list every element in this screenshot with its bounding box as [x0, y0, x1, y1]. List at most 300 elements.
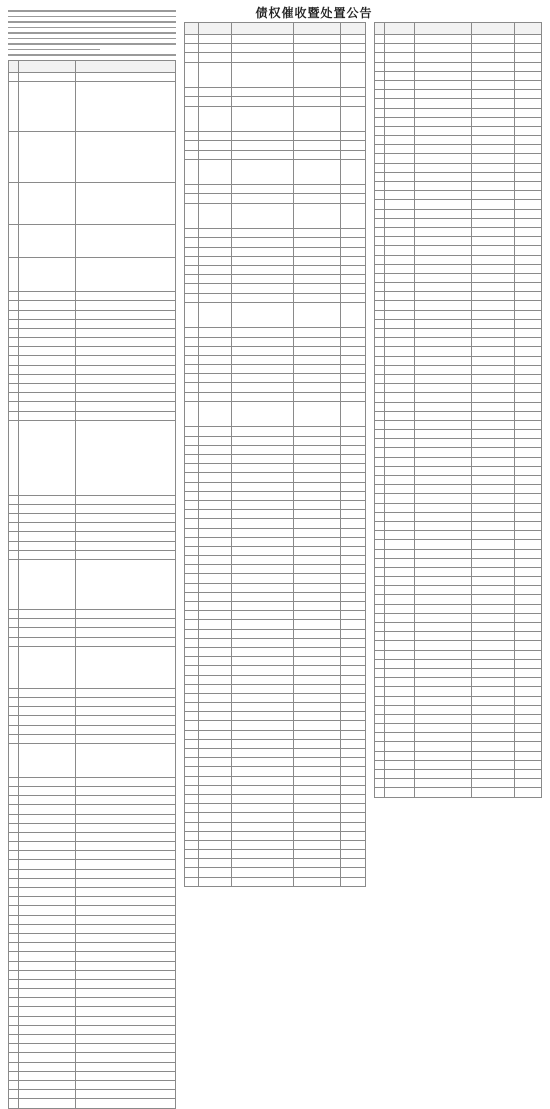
table-cell [199, 850, 232, 859]
table-cell [293, 392, 340, 401]
table-row [375, 310, 542, 319]
table-cell [293, 482, 340, 491]
table-cell [385, 641, 415, 650]
table-cell [415, 374, 472, 383]
table-cell [185, 675, 199, 684]
table-cell [415, 430, 472, 439]
table-row [185, 256, 366, 265]
table-cell [9, 915, 19, 924]
table-cell [375, 273, 385, 282]
table-cell [9, 1016, 19, 1025]
table-cell [415, 53, 472, 62]
table-cell [9, 132, 19, 182]
table-cell [515, 154, 542, 163]
table-cell [515, 71, 542, 80]
table-cell [293, 185, 340, 194]
table-cell [471, 80, 514, 89]
table-cell [515, 476, 542, 485]
table-cell [293, 302, 340, 328]
table-cell [9, 182, 19, 224]
table-row [375, 531, 542, 540]
table-cell [515, 218, 542, 227]
table-cell [199, 346, 232, 355]
table-cell [385, 567, 415, 576]
table-cell [185, 328, 199, 337]
table-cell [199, 473, 232, 482]
table-cell [19, 504, 76, 513]
table-cell [75, 347, 175, 356]
table-cell [385, 586, 415, 595]
table-cell [232, 556, 294, 565]
table-cell [75, 1025, 175, 1034]
table-cell [75, 933, 175, 942]
table-row [375, 567, 542, 576]
table-cell [185, 229, 199, 238]
table-row [9, 688, 176, 697]
table-cell [385, 466, 415, 475]
table-row [185, 831, 366, 840]
table-cell [185, 611, 199, 620]
table-cell [415, 329, 472, 338]
table-cell [232, 401, 294, 427]
table-cell [19, 532, 76, 541]
table-row [375, 108, 542, 117]
table-row [9, 420, 176, 495]
table-cell [19, 384, 76, 393]
table-row [9, 646, 176, 688]
table-cell [515, 200, 542, 209]
table-cell [471, 338, 514, 347]
table-cell [293, 275, 340, 284]
table-cell [293, 346, 340, 355]
table-row [9, 619, 176, 628]
table-cell [515, 696, 542, 705]
table-header-cell [199, 23, 232, 35]
table-cell [375, 44, 385, 53]
table-row [9, 1080, 176, 1089]
table-cell [375, 347, 385, 356]
table-cell [385, 678, 415, 687]
table-row [185, 185, 366, 194]
table-row [185, 150, 366, 159]
table-row [185, 53, 366, 62]
table-row [185, 355, 366, 364]
table-header-row [185, 23, 366, 35]
table-cell [471, 191, 514, 200]
table-cell [293, 473, 340, 482]
table-cell [293, 537, 340, 546]
table-cell [199, 337, 232, 346]
table-cell [471, 172, 514, 181]
table-cell [340, 721, 365, 730]
table-cell [515, 760, 542, 769]
table-cell [385, 494, 415, 503]
table-row [9, 961, 176, 970]
table-cell [385, 650, 415, 659]
table-cell [75, 319, 175, 328]
table-cell [232, 35, 294, 44]
table-cell [19, 924, 76, 933]
table-cell [232, 238, 294, 247]
table-cell [340, 383, 365, 392]
table-cell [199, 159, 232, 185]
table-cell [340, 592, 365, 601]
table-cell [232, 445, 294, 454]
table-cell [471, 439, 514, 448]
table-cell [232, 150, 294, 159]
table-cell [340, 675, 365, 684]
table-cell [19, 132, 76, 182]
table-cell [199, 794, 232, 803]
table-cell [415, 145, 472, 154]
table-cell [9, 523, 19, 532]
table-cell [385, 577, 415, 586]
table-cell [9, 393, 19, 402]
table-cell [471, 218, 514, 227]
table-cell [9, 1025, 19, 1034]
table-cell [185, 284, 199, 293]
table-cell [385, 714, 415, 723]
table-row [185, 510, 366, 519]
table-cell [471, 558, 514, 567]
table-cell [9, 814, 19, 823]
table-cell [375, 760, 385, 769]
table-cell [415, 760, 472, 769]
table-row [375, 466, 542, 475]
table-cell [415, 476, 472, 485]
table-cell [515, 466, 542, 475]
table-cell [415, 283, 472, 292]
table-cell [9, 743, 19, 777]
table-cell [293, 35, 340, 44]
table-cell [385, 136, 415, 145]
table-row [9, 292, 176, 301]
table-cell [9, 906, 19, 915]
table-cell [185, 302, 199, 328]
table-cell [385, 733, 415, 742]
table-cell [19, 952, 76, 961]
table-cell [515, 301, 542, 310]
table-cell [415, 44, 472, 53]
table-cell [375, 402, 385, 411]
table-cell [9, 1062, 19, 1071]
table-cell [19, 258, 76, 292]
table-cell [19, 915, 76, 924]
table-cell [19, 1071, 76, 1080]
table-cell [185, 822, 199, 831]
table-row [9, 73, 176, 82]
table-row [375, 393, 542, 402]
table-cell [375, 696, 385, 705]
table-cell [293, 583, 340, 592]
table-cell [75, 842, 175, 851]
table-cell [293, 256, 340, 265]
table-row [9, 716, 176, 725]
table-cell [415, 71, 472, 80]
table-cell [415, 35, 472, 44]
table-cell [471, 466, 514, 475]
table-cell [9, 869, 19, 878]
table-cell [19, 832, 76, 841]
table-cell [293, 565, 340, 574]
table-cell [185, 739, 199, 748]
table-cell [415, 182, 472, 191]
table-cell [471, 374, 514, 383]
table-cell [515, 678, 542, 687]
table-cell [385, 80, 415, 89]
table-cell [375, 632, 385, 641]
table-row [375, 485, 542, 494]
table-cell [19, 796, 76, 805]
table-cell [471, 136, 514, 145]
table-cell [515, 788, 542, 797]
table-cell [340, 500, 365, 509]
table-cell [232, 464, 294, 473]
table-cell [385, 549, 415, 558]
table-cell [385, 310, 415, 319]
table-cell [293, 106, 340, 132]
table-cell [199, 831, 232, 840]
table-cell [471, 549, 514, 558]
table-cell [385, 356, 415, 365]
table-row [375, 503, 542, 512]
table-cell [471, 567, 514, 576]
table-cell [375, 356, 385, 365]
table-cell [515, 182, 542, 191]
table-cell [415, 724, 472, 733]
table-cell [185, 238, 199, 247]
table-cell [471, 687, 514, 696]
table-cell [232, 693, 294, 702]
table-cell [375, 439, 385, 448]
table-cell [75, 73, 175, 82]
table-cell [415, 696, 472, 705]
table-cell [232, 684, 294, 693]
table-cell [185, 703, 199, 712]
table-cell [75, 1053, 175, 1062]
table-cell [199, 229, 232, 238]
table-cell [375, 521, 385, 530]
table-cell [185, 266, 199, 275]
table-cell [293, 675, 340, 684]
table-cell [471, 329, 514, 338]
table-cell [340, 813, 365, 822]
table-cell [415, 751, 472, 760]
table-cell [75, 258, 175, 292]
table-cell [293, 328, 340, 337]
table-cell [19, 869, 76, 878]
table-cell [340, 712, 365, 721]
table-cell [75, 504, 175, 513]
table-row [375, 227, 542, 236]
table-cell [185, 203, 199, 229]
table-cell [471, 227, 514, 236]
table-cell [185, 500, 199, 509]
table-row [375, 117, 542, 126]
table-cell [471, 577, 514, 586]
table-cell [385, 191, 415, 200]
table-cell [185, 293, 199, 302]
table-cell [232, 592, 294, 601]
table-cell [75, 860, 175, 869]
table-cell [415, 779, 472, 788]
table-cell [375, 172, 385, 181]
table-row [375, 742, 542, 751]
table-cell [415, 319, 472, 328]
table-row [375, 44, 542, 53]
table-cell [515, 430, 542, 439]
table-cell [340, 510, 365, 519]
table-cell [75, 924, 175, 933]
table-cell [375, 687, 385, 696]
table-row [375, 540, 542, 549]
table-cell [375, 770, 385, 779]
table-cell [232, 794, 294, 803]
table-cell [515, 246, 542, 255]
table-cell [19, 637, 76, 646]
table-cell [232, 528, 294, 537]
table-cell [232, 850, 294, 859]
table-cell [19, 420, 76, 495]
table-cell [19, 319, 76, 328]
table-cell [9, 637, 19, 646]
intro-text-line [8, 54, 176, 56]
table-cell [375, 604, 385, 613]
table-cell [471, 613, 514, 622]
table-cell [293, 247, 340, 256]
table-cell [293, 712, 340, 721]
table-cell [340, 159, 365, 185]
table-row [185, 776, 366, 785]
table-cell [232, 647, 294, 656]
table-cell [340, 785, 365, 794]
table-cell [515, 136, 542, 145]
table-cell [19, 559, 76, 609]
table-cell [340, 822, 365, 831]
table-cell [199, 35, 232, 44]
table-cell [293, 374, 340, 383]
table-cell [185, 346, 199, 355]
table-cell [375, 163, 385, 172]
table-cell [293, 355, 340, 364]
table-cell [471, 724, 514, 733]
table-row [185, 62, 366, 88]
table-row [185, 868, 366, 877]
table-row [9, 924, 176, 933]
table-row [375, 319, 542, 328]
table-cell [293, 546, 340, 555]
table-cell [385, 476, 415, 485]
table-cell [340, 53, 365, 62]
table-cell [232, 868, 294, 877]
table-row [185, 383, 366, 392]
table-cell [375, 218, 385, 227]
table-cell [293, 666, 340, 675]
table-cell [9, 823, 19, 832]
table-cell [515, 439, 542, 448]
table-cell [19, 374, 76, 383]
table-cell [19, 860, 76, 869]
table-cell [9, 952, 19, 961]
table-cell [75, 628, 175, 637]
table-cell [515, 770, 542, 779]
table-cell [415, 521, 472, 530]
table-cell [385, 659, 415, 668]
table-cell [375, 577, 385, 586]
table-cell [75, 1007, 175, 1016]
table-cell [471, 503, 514, 512]
table-cell [19, 878, 76, 887]
table-cell [19, 814, 76, 823]
table-cell [375, 558, 385, 567]
table-cell [185, 721, 199, 730]
table-cell [375, 90, 385, 99]
table-cell [9, 851, 19, 860]
table-cell [9, 1090, 19, 1099]
table-cell [19, 906, 76, 915]
table-cell [340, 229, 365, 238]
table-cell [415, 273, 472, 282]
table-row [185, 712, 366, 721]
table-cell [199, 455, 232, 464]
table-cell [19, 970, 76, 979]
table-cell [340, 684, 365, 693]
table-cell [375, 494, 385, 503]
table-cell [199, 436, 232, 445]
table-cell [75, 420, 175, 495]
table-cell [471, 301, 514, 310]
table-cell [293, 767, 340, 776]
table-cell [385, 540, 415, 549]
table-cell [415, 457, 472, 466]
table-row [9, 832, 176, 841]
table-cell [232, 776, 294, 785]
table-row [185, 455, 366, 464]
table-row [185, 592, 366, 601]
table-cell [471, 99, 514, 108]
table-cell [9, 1099, 19, 1108]
table-cell [375, 485, 385, 494]
table-cell [471, 347, 514, 356]
table-cell [415, 714, 472, 723]
table-row [185, 647, 366, 656]
table-cell [75, 897, 175, 906]
table-cell [340, 445, 365, 454]
table-cell [232, 500, 294, 509]
table-cell [471, 420, 514, 429]
table-cell [75, 338, 175, 347]
table-cell [415, 632, 472, 641]
table-cell [232, 629, 294, 638]
table-cell [515, 356, 542, 365]
table-cell [232, 537, 294, 546]
table-cell [75, 970, 175, 979]
table-cell [293, 194, 340, 203]
table-cell [340, 256, 365, 265]
table-cell [75, 943, 175, 952]
table-cell [19, 1062, 76, 1071]
intro-text-line [8, 38, 176, 40]
table-row [375, 494, 542, 503]
table-row [185, 620, 366, 629]
table-cell [75, 777, 175, 786]
table-cell [75, 1071, 175, 1080]
table-row [185, 767, 366, 776]
table-cell [415, 80, 472, 89]
table-cell [515, 567, 542, 576]
table-cell [9, 998, 19, 1007]
table-row [375, 779, 542, 788]
